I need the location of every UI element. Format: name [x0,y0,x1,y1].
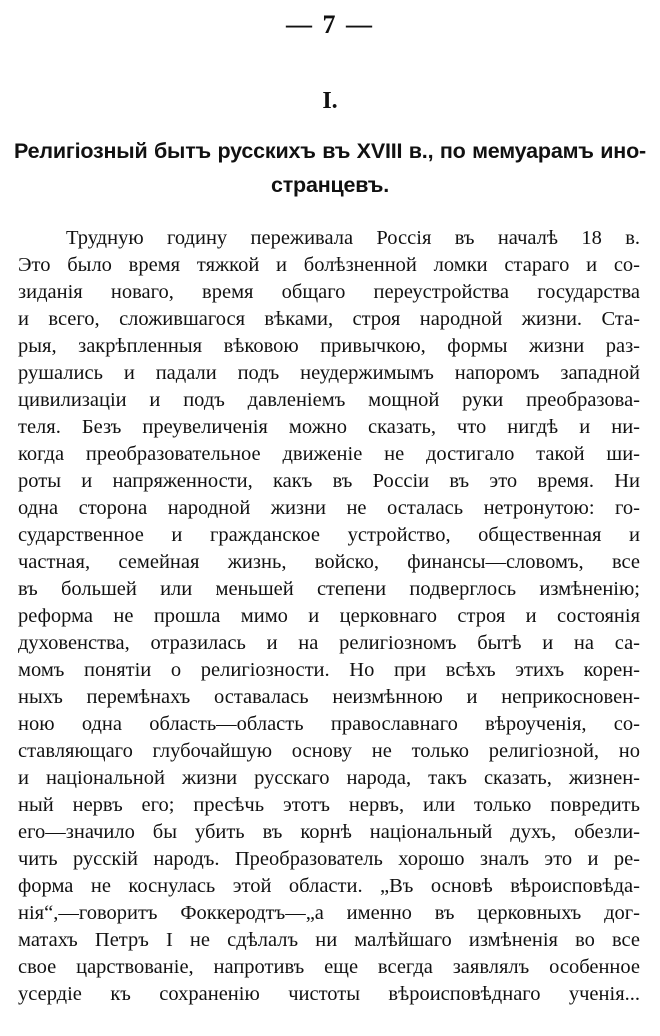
text-line: цивилизаціи и подъ давленіемъ мощной руки преобразова- [18,389,640,411]
text-line: нія“,—говоритъ Фоккеродтъ—„а именно въ церковныхъ дог- [18,902,640,924]
text-line: зиданія новаго, время общаго переустройства государства [18,281,640,303]
text-line: ставляющаго глубочайшую основу не только религіозной, но [18,740,640,762]
text-line: ный нервъ его; пресѣчь этотъ нервъ, или только повредить [18,794,640,816]
text-line: Трудную годину переживала Россія въ началѣ 18 в. [66,227,640,249]
text-line: въ большей или меньшей степени подверглось измѣненію; [18,578,640,600]
text-line: его—значило бы убить въ корнѣ національный духъ, обезли- [18,821,640,843]
text-line: и національной жизни русскаго народа, такъ сказать, жизнен- [18,767,640,789]
chapter-title-line: Религіозный бытъ русскихъ въ XVIII в., по мемуарамъ ино- [14,139,646,163]
text-line: матахъ Петръ I не сдѣлалъ ни малѣйшаго измѣненія во все [18,929,640,951]
text-line: Это было время тяжкой и болѣзненной ломки стараго и со- [18,254,640,276]
text-line: усердіе къ сохраненію чистоты вѣроисповѣднаго ученія... [18,983,640,1005]
text-line: частная, семейная жизнь, войско, финансы—словомъ, все [18,551,640,573]
text-line: когда преобразовательное движеніе не достигало такой ши- [18,443,640,465]
page-number: — 7 — [286,10,374,39]
text-line: форма не коснулась этой области. „Въ основѣ вѣроисповѣда- [18,875,640,897]
text-line: роты и напряженности, какъ въ Россіи въ это время. Ни [18,470,640,492]
chapter-number: I. [322,88,338,114]
chapter-title [14,134,646,202]
text-line: чить русскій народъ. Преобразователь хорошо зналъ это и ре- [18,848,640,870]
text-line: момъ понятіи о религіозности. Но при всѣхъ этихъ корен- [18,659,640,681]
text-line: ною одна область—область православнаго вѣроученія, со- [18,713,640,735]
text-line: одна сторона народной жизни не осталась нетронутою: го- [18,497,640,519]
text-line: реформа не прошла мимо и церковнаго строя и состоянія [18,605,640,627]
text-line: рыя, закрѣпленныя вѣковою привычкою, формы жизни раз- [18,335,640,357]
text-line: свое царствованіе, напротивъ еще всегда заявлялъ особенное [18,956,640,978]
text-line: и всего, сложившагося вѣками, строя народной жизни. Ста- [18,308,640,330]
text-line: теля. Безъ преувеличенія можно сказать, что нигдѣ и ни- [18,416,640,438]
body-text [18,225,640,1008]
chapter-title-line: странцевъ. [270,173,390,197]
text-line: сударственное и гражданское устройство, общественная и [18,524,640,546]
text-line: рушались и падали подъ неудержимымъ напоромъ западной [18,362,640,384]
text-line: ныхъ перемѣнахъ оставалась неизмѣнною и неприкосновен- [18,686,640,708]
text-line: духовенства, отразилась и на религіозномъ бытѣ и на са- [18,632,640,654]
